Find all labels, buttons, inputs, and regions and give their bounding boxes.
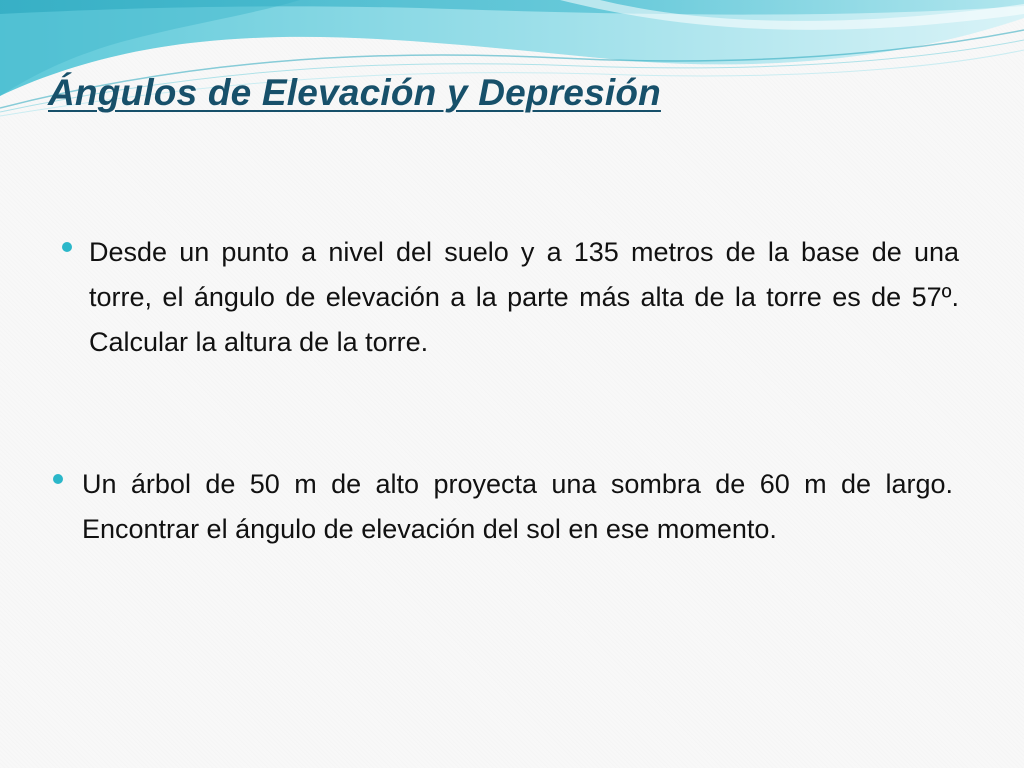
bullet-text: Un árbol de 50 m de alto proyecta una sombra de 60 m de largo. Encontrar el ángulo de elevación del sol en ese momento. [82, 469, 953, 544]
bullet-item [53, 462, 953, 552]
bullet-dot-icon [53, 474, 63, 484]
bullet-dot-icon [62, 242, 72, 252]
bullet-text: Desde un punto a nivel del suelo y a 135 metros de la base de una torre, el ángulo de elevación a la parte más alta de la torre es de 57º. Calcular la altura de la torre. [89, 237, 959, 357]
slide-title: Ángulos de Elevación y Depresión [48, 72, 661, 113]
header-wave-decoration [0, 0, 1024, 140]
bullet-item [62, 230, 960, 365]
